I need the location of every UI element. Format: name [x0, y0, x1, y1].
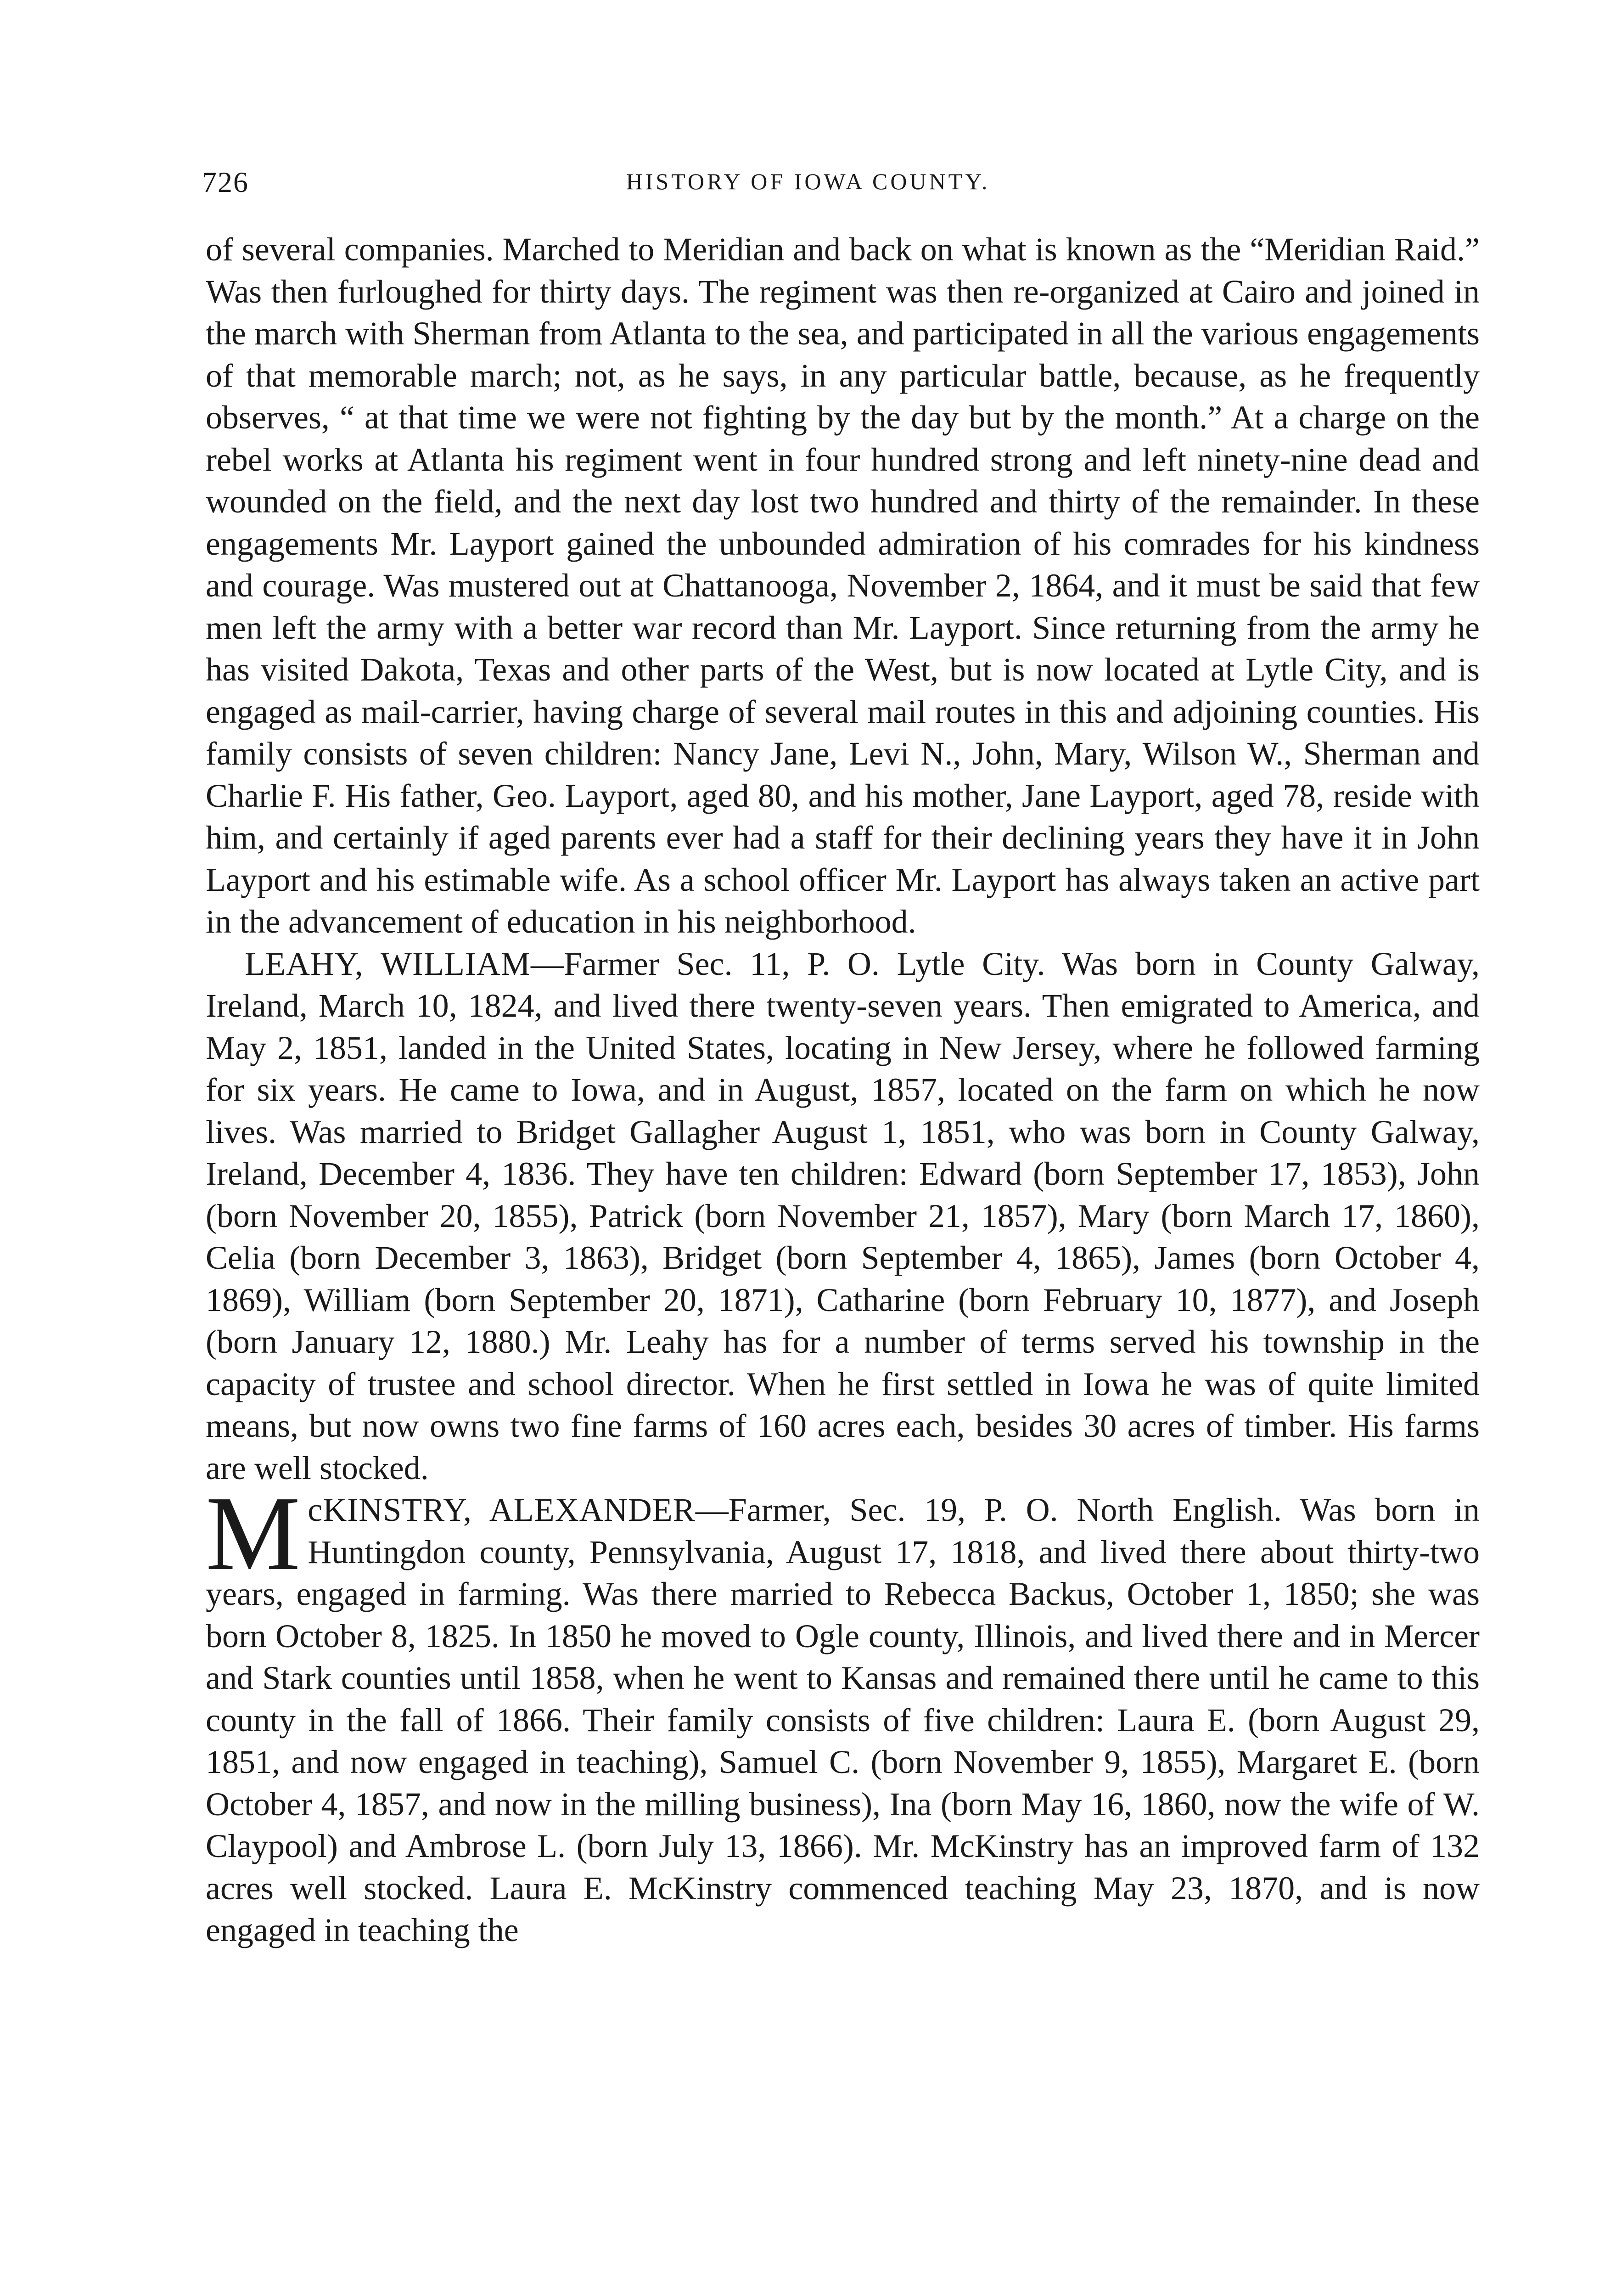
layport-continuation-paragraph: of several companies. Marched to Meridian and back on what is known as the “Meridian Raid.” Was then furloughed for thirty days. The regiment was then re-organized at Cairo and joined in the march with Sherman from Atlanta to the sea, and participated in all the various engagements of that memorable march; not, as he says, in any particular battle, because, as he frequently observes, “ at that time we were not fighting by the day but by the month.” At a charge on the rebel works at Atlanta his regiment went in four hundred strong and left ninety-nine dead and wounded on the field, and the next day lost two hundred and thirty of the remainder. In these engagements Mr. Layport gained the unbounded admiration of his comrades for his kindness and courage. Was mustered out at Chattanooga, November 2, 1864, and it must be said that few men left the army with a better war record than Mr. Layport. Since returning from the army he has visited Dakota, Texas and other parts of the West, but is now located at Lytle City, and is engaged as mail-carrier, having charge of several mail routes in this and adjoining counties. His family consists of seven children: Nancy Jane, Levi N., John, Mary, Wilson W., Sherman and Charlie F. His father, Geo. Layport, aged 80, and his mother, Jane Layport, aged 78, reside with him, and certainly if aged parents ever had a staff for their declining years they have it in John Layport and his estimable wife. As a school officer Mr. Layport has always taken an active part in the advancement of education in his neighborhood. — [206, 231, 1480, 940]
body-text — [206, 229, 1480, 1952]
drop-cap-letter: M — [206, 1474, 301, 1593]
page-number: 726 — [202, 166, 249, 198]
mckinstry-entry — [206, 1474, 1480, 1952]
mckinstry-entry-name: cKINSTRY, ALEXANDER — [308, 1491, 696, 1528]
running-title: HISTORY OF IOWA COUNTY. — [626, 169, 990, 194]
page-header — [0, 165, 1616, 202]
leahy-entry-text: —Farmer Sec. 11, P. O. Lytle City. Was born in County Galway, Ireland, March 10, 1824, and lived there twenty-seven years. Then emigrated to America, and May 2, 1851, landed in the United States, locating in New Jersey, where he followed farming for six years. He came to Iowa, and in August, 1857, located on the farm on which he now lives. Was married to Bridget Gallagher August 1, 1851, who was born in County Galway, Ireland, December 4, 1836. They have ten children: Edward (born September 17, 1853), John (born November 20, 1855), Patrick (born November 21, 1857), Mary (born March 17, 1860), Celia (born December 3, 1863), Bridget (born September 4, 1865), James (born October 4, 1869), William (born September 20, 1871), Catharine (born February 10, 1877), and Joseph (born January 12, 1880.) Mr. Leahy has for a number of terms served his township in the capacity of trustee and school director. When he first settled in Iowa he was of quite limited means, but now owns two fine farms of 160 acres each, besides 30 acres of timber. His farms are well stocked. — [206, 945, 1480, 1486]
leahy-entry-name: LEAHY, WILLIAM — [245, 945, 531, 982]
leahy-entry — [206, 943, 1480, 1490]
mckinstry-entry-text: —Farmer, Sec. 19, P. O. North English. Was born in Huntingdon county, Pennsylvania, August 17, 1818, and lived there about thirty-two years, engaged in farming. Was there married to Rebecca Backus, October 1, 1850; she was born October 8, 1825. In 1850 he moved to Ogle county, Illinois, and lived there and in Mercer and Stark counties until 1858, when he went to Kansas and remained there until he came to this county in the fall of 1866. Their family consists of five children: Laura E. (born August 29, 1851, and now engaged in teaching), Samuel C. (born November 9, 1855), Margaret E. (born October 4, 1857, and now in the milling business), Ina (born May 16, 1860, now the wife of W. Claypool) and Ambrose L. (born July 13, 1866). Mr. McKinstry has an improved farm of 132 acres well stocked. Laura E. McKinstry commenced teaching May 23, 1870, and is now engaged in teaching the — [206, 1491, 1480, 1948]
